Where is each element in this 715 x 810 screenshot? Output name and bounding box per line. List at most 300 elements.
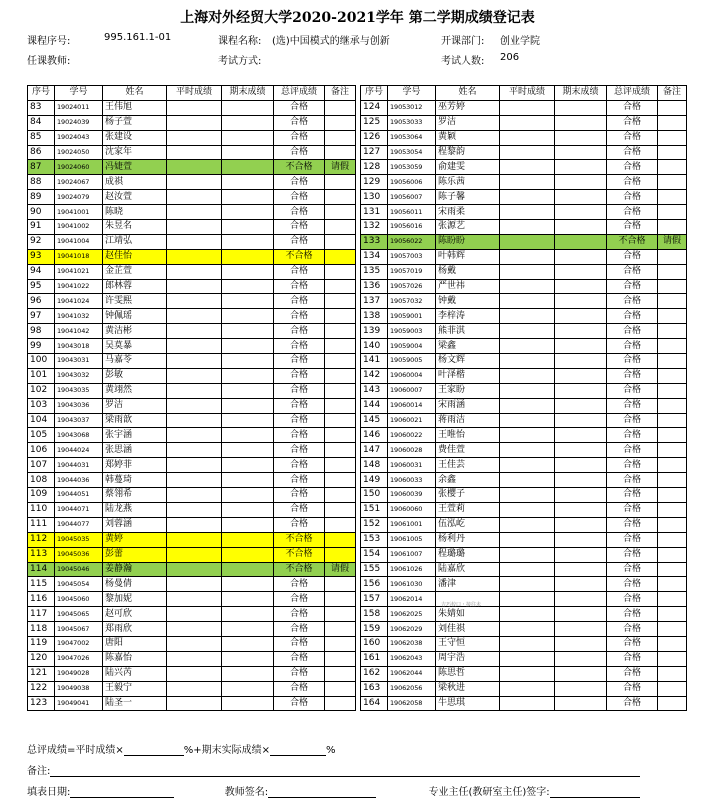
table-row [361, 413, 687, 428]
remark-cell [325, 130, 356, 145]
table-row [361, 622, 687, 637]
total-result-cell: 不合格 [274, 249, 325, 264]
seq-cell: 160 [361, 636, 388, 651]
student-id-cell: 19044051 [55, 488, 103, 503]
total-result-cell: 合格 [274, 696, 325, 711]
student-name-cell: 张源艺 [436, 220, 500, 235]
total-result-cell: 合格 [607, 502, 658, 517]
student-name-cell: 王伟旭 [103, 100, 167, 115]
usual-score-cell [500, 190, 555, 205]
total-result-cell: 合格 [274, 502, 325, 517]
seq-cell: 108 [28, 473, 55, 488]
final-score-cell [555, 681, 607, 696]
student-name-cell: 蒋雨洁 [436, 413, 500, 428]
seq-cell: 152 [361, 517, 388, 532]
usual-score-cell [167, 160, 222, 175]
seq-cell: 129 [361, 175, 388, 190]
formula-mid: %+期末实际成绩× [183, 745, 271, 756]
final-score-cell [222, 190, 274, 205]
course-name-label: 课程名称: [218, 36, 262, 47]
student-id-cell: 19062029 [388, 622, 436, 637]
final-score-cell [222, 205, 274, 220]
seq-cell: 88 [28, 175, 55, 190]
total-result-cell: 合格 [607, 562, 658, 577]
final-score-cell [555, 205, 607, 220]
column-header: 备注 [325, 86, 356, 101]
final-score-cell [555, 517, 607, 532]
seq-cell: 90 [28, 205, 55, 220]
student-name-cell: 陈嘉怡 [103, 651, 167, 666]
student-id-cell: 19062025 [388, 607, 436, 622]
student-id-cell: 19056022 [388, 234, 436, 249]
student-name-cell: 沈家年 [103, 145, 167, 160]
student-name-cell: 杨曼倩 [103, 577, 167, 592]
student-id-cell: 19062044 [388, 666, 436, 681]
table-row [361, 294, 687, 309]
final-score-cell [555, 175, 607, 190]
final-score-cell [555, 368, 607, 383]
usual-score-cell [167, 622, 222, 637]
seq-cell: 136 [361, 279, 388, 294]
total-result-cell: 合格 [274, 205, 325, 220]
final-score-cell [222, 443, 274, 458]
final-score-cell [222, 696, 274, 711]
remark-cell [658, 532, 687, 547]
remark-cell [325, 607, 356, 622]
remark-cell [658, 696, 687, 711]
seq-cell: 97 [28, 309, 55, 324]
remark-cell [658, 324, 687, 339]
usual-score-cell [500, 696, 555, 711]
seq-cell: 95 [28, 279, 55, 294]
student-id-cell: 19043068 [55, 428, 103, 443]
usual-score-cell [167, 383, 222, 398]
student-id-cell: 19056011 [388, 205, 436, 220]
student-name-cell: 韩蔓琦 [103, 473, 167, 488]
total-result-cell: 合格 [274, 145, 325, 160]
final-score-cell [222, 264, 274, 279]
remark-cell [658, 294, 687, 309]
remark-cell [658, 383, 687, 398]
final-score-cell [555, 666, 607, 681]
final-score-cell [555, 339, 607, 354]
student-name-cell: 金芷萱 [103, 264, 167, 279]
total-result-cell: 合格 [274, 294, 325, 309]
student-name-cell: 赵佳怡 [103, 249, 167, 264]
usual-score-cell [167, 324, 222, 339]
student-id-cell: 19024060 [55, 160, 103, 175]
seq-cell: 89 [28, 190, 55, 205]
student-name-cell: 熊菲淇 [436, 324, 500, 339]
seq-cell: 137 [361, 294, 388, 309]
usual-score-cell [167, 458, 222, 473]
usual-score-cell [500, 249, 555, 264]
final-score-cell [555, 413, 607, 428]
column-header: 期末成绩 [555, 86, 607, 101]
usual-score-cell [167, 577, 222, 592]
remark-cell [658, 577, 687, 592]
total-result-cell: 合格 [607, 517, 658, 532]
final-score-cell [555, 428, 607, 443]
remark-cell [658, 115, 687, 130]
usual-score-cell [500, 368, 555, 383]
seq-cell: 148 [361, 458, 388, 473]
student-id-cell: 19053059 [388, 160, 436, 175]
seq-cell: 86 [28, 145, 55, 160]
seq-cell: 159 [361, 622, 388, 637]
remark-cell [658, 279, 687, 294]
student-name-cell: 刘蓉涵 [103, 517, 167, 532]
total-result-cell: 合格 [274, 622, 325, 637]
student-name-cell: 严世祎 [436, 279, 500, 294]
student-name-cell: 王家盼 [436, 383, 500, 398]
total-result-cell: 合格 [274, 309, 325, 324]
student-name-cell: 宋雨涵 [436, 398, 500, 413]
usual-score-cell [500, 547, 555, 562]
final-score-cell [555, 190, 607, 205]
table-row [28, 339, 356, 354]
student-name-cell: 黎加妮 [103, 592, 167, 607]
final-score-cell [222, 458, 274, 473]
total-result-cell: 合格 [607, 458, 658, 473]
student-id-cell: 19043036 [55, 398, 103, 413]
total-result-cell: 合格 [607, 413, 658, 428]
final-score-cell [555, 309, 607, 324]
seq-cell: 105 [28, 428, 55, 443]
final-score-cell [555, 115, 607, 130]
usual-score-cell [500, 488, 555, 503]
usual-score-cell [167, 264, 222, 279]
table-row [361, 592, 687, 607]
student-name-cell: 张建设 [103, 130, 167, 145]
table-row [361, 681, 687, 696]
final-score-cell [555, 651, 607, 666]
student-name-cell: 马嘉苓 [103, 354, 167, 369]
student-id-cell: 19062056 [388, 681, 436, 696]
table-row [28, 413, 356, 428]
table-row [28, 324, 356, 339]
student-id-cell: 19059004 [388, 339, 436, 354]
final-score-cell [555, 607, 607, 622]
table-row [361, 309, 687, 324]
usual-score-cell [500, 100, 555, 115]
usual-score-cell [500, 592, 555, 607]
final-score-cell [555, 220, 607, 235]
student-name-cell: 巫芳婷 [436, 100, 500, 115]
dept-value: 创业学院 [500, 36, 540, 47]
remark-cell [325, 502, 356, 517]
seq-cell: 149 [361, 473, 388, 488]
student-id-cell: 19047002 [55, 636, 103, 651]
table-row [361, 100, 687, 115]
remark-cell [658, 443, 687, 458]
signature-line [27, 783, 640, 798]
student-id-cell: 19041032 [55, 309, 103, 324]
student-id-cell: 19057019 [388, 264, 436, 279]
student-id-cell: 19045036 [55, 547, 103, 562]
seq-cell: 120 [28, 651, 55, 666]
column-header: 序号 [361, 86, 388, 101]
fill-date-blank[interactable] [70, 788, 174, 798]
table-row [28, 666, 356, 681]
seq-cell: 145 [361, 413, 388, 428]
student-name-cell: 宋雨柔 [436, 205, 500, 220]
usual-score-cell [167, 547, 222, 562]
usual-score-cell [167, 175, 222, 190]
table-row [28, 428, 356, 443]
total-result-cell: 合格 [607, 324, 658, 339]
teacher-sign-blank[interactable] [268, 788, 376, 798]
seq-cell: 128 [361, 160, 388, 175]
table-row [361, 115, 687, 130]
student-name-cell: 王萱莉 [436, 502, 500, 517]
total-result-cell: 合格 [274, 324, 325, 339]
usual-score-cell [500, 651, 555, 666]
total-result-cell: 合格 [274, 577, 325, 592]
student-id-cell: 19045065 [55, 607, 103, 622]
usual-score-cell [167, 115, 222, 130]
final-score-cell [222, 368, 274, 383]
final-score-cell [222, 309, 274, 324]
student-id-cell: 19043031 [55, 354, 103, 369]
final-score-cell [555, 636, 607, 651]
student-id-cell: 19062058 [388, 696, 436, 711]
table-row [28, 502, 356, 517]
student-name-cell: 叶泽楷 [436, 368, 500, 383]
student-name-cell: 叶韩辉 [436, 249, 500, 264]
final-score-cell [222, 175, 274, 190]
remark-cell [658, 220, 687, 235]
seq-cell: 94 [28, 264, 55, 279]
final-score-cell [222, 577, 274, 592]
student-id-cell: 19062043 [388, 651, 436, 666]
stray-note: 吉巧校口・接往未 [441, 602, 482, 608]
student-id-cell: 19043037 [55, 413, 103, 428]
table-row [28, 488, 356, 503]
student-id-cell: 19053012 [388, 100, 436, 115]
usual-score-cell [500, 607, 555, 622]
table-row [28, 636, 356, 651]
student-id-cell: 19060022 [388, 428, 436, 443]
total-result-cell: 不合格 [274, 562, 325, 577]
usual-score-cell [500, 234, 555, 249]
final-score-cell [555, 443, 607, 458]
student-name-cell: 陈盼盼 [436, 234, 500, 249]
remark-cell [325, 636, 356, 651]
student-id-cell: 19049041 [55, 696, 103, 711]
student-id-cell: 19049038 [55, 681, 103, 696]
student-id-cell: 19060014 [388, 398, 436, 413]
final-score-cell [555, 488, 607, 503]
remark-cell [658, 145, 687, 160]
remark-cell [325, 383, 356, 398]
final-score-cell [555, 100, 607, 115]
usual-score-cell [167, 145, 222, 160]
student-id-cell: 19059005 [388, 354, 436, 369]
column-header: 平时成绩 [500, 86, 555, 101]
seq-cell: 154 [361, 547, 388, 562]
usual-score-cell [167, 562, 222, 577]
remark-cell [658, 413, 687, 428]
total-result-cell: 合格 [607, 428, 658, 443]
remark-cell [658, 488, 687, 503]
student-id-cell: 19059003 [388, 324, 436, 339]
student-name-cell: 许雯熙 [103, 294, 167, 309]
remark-cell [658, 398, 687, 413]
remark-cell [325, 428, 356, 443]
seq-cell: 96 [28, 294, 55, 309]
remark-cell [325, 234, 356, 249]
remark-cell [658, 339, 687, 354]
student-name-cell: 刘佳祺 [436, 622, 500, 637]
table-row [361, 502, 687, 517]
exam-method-label: 考试方式: [218, 56, 262, 67]
remark-cell [658, 428, 687, 443]
student-name-cell: 成祺 [103, 175, 167, 190]
total-result-cell: 合格 [607, 681, 658, 696]
remark-cell: 请假 [325, 562, 356, 577]
table-row [28, 190, 356, 205]
final-score-cell [555, 577, 607, 592]
remark-cell [658, 547, 687, 562]
final-score-cell [222, 562, 274, 577]
remark-cell [325, 368, 356, 383]
remark-cell [325, 681, 356, 696]
table-row [361, 443, 687, 458]
usual-weight-blank[interactable] [124, 746, 184, 756]
student-id-cell: 19060039 [388, 488, 436, 503]
student-id-cell: 19049028 [55, 666, 103, 681]
seq-cell: 104 [28, 413, 55, 428]
student-name-cell: 唐阳 [103, 636, 167, 651]
final-score-cell [222, 130, 274, 145]
seq-cell: 99 [28, 339, 55, 354]
usual-score-cell [167, 532, 222, 547]
table-row [28, 681, 356, 696]
remark-cell [325, 651, 356, 666]
teacher-label: 任课教师: [27, 56, 71, 67]
director-sign-blank[interactable] [550, 788, 640, 798]
total-result-cell: 合格 [607, 398, 658, 413]
remark-cell [325, 115, 356, 130]
student-id-cell: 19041024 [55, 294, 103, 309]
student-id-cell: 19041004 [55, 234, 103, 249]
total-result-cell: 合格 [607, 622, 658, 637]
student-name-cell: 张樱子 [436, 488, 500, 503]
final-score-cell [222, 115, 274, 130]
student-id-cell: 19043018 [55, 339, 103, 354]
student-name-cell: 张宇涵 [103, 428, 167, 443]
formula-suffix: % [326, 745, 336, 756]
total-result-cell: 合格 [607, 354, 658, 369]
seq-cell: 93 [28, 249, 55, 264]
remark-cell [658, 651, 687, 666]
exam-count-label: 考试人数: [441, 56, 485, 67]
usual-score-cell [500, 309, 555, 324]
final-score-cell [222, 413, 274, 428]
total-result-cell: 合格 [274, 458, 325, 473]
student-id-cell: 19045054 [55, 577, 103, 592]
remark-cell [325, 339, 356, 354]
table-row [361, 368, 687, 383]
student-name-cell: 彭敏 [103, 368, 167, 383]
student-name-cell: 程黎韵 [436, 145, 500, 160]
remark-cell [325, 294, 356, 309]
final-score-cell [222, 592, 274, 607]
remark-cell [325, 324, 356, 339]
total-result-cell: 不合格 [274, 532, 325, 547]
remark-cell: 请假 [658, 234, 687, 249]
table-row [361, 175, 687, 190]
usual-score-cell [500, 562, 555, 577]
table-row [28, 443, 356, 458]
total-result-cell: 合格 [274, 681, 325, 696]
student-name-cell: 陈乐茜 [436, 175, 500, 190]
usual-score-cell [167, 607, 222, 622]
table-row [28, 577, 356, 592]
table-header [361, 86, 687, 101]
total-result-cell: 合格 [274, 130, 325, 145]
table-row [361, 324, 687, 339]
table-row [361, 458, 687, 473]
remark-line [27, 762, 640, 777]
total-result-cell: 合格 [274, 220, 325, 235]
final-score-cell [555, 279, 607, 294]
student-name-cell: 梁秋进 [436, 681, 500, 696]
seq-cell: 130 [361, 190, 388, 205]
final-score-cell [222, 666, 274, 681]
student-id-cell: 19041001 [55, 205, 103, 220]
student-name-cell: 黄洁彬 [103, 324, 167, 339]
table-row [28, 696, 356, 711]
column-header: 平时成绩 [167, 86, 222, 101]
table-row [361, 264, 687, 279]
table-row [361, 279, 687, 294]
total-result-cell: 合格 [607, 145, 658, 160]
student-id-cell: 19024079 [55, 190, 103, 205]
final-weight-blank[interactable] [270, 746, 326, 756]
student-id-cell: 19024039 [55, 115, 103, 130]
student-id-cell: 19044077 [55, 517, 103, 532]
remark-cell [658, 175, 687, 190]
usual-score-cell [500, 145, 555, 160]
final-score-cell [555, 398, 607, 413]
student-id-cell: 19044024 [55, 443, 103, 458]
student-name-cell: 王守恒 [436, 636, 500, 651]
student-name-cell: 郑婷菲 [103, 458, 167, 473]
remark-cell [658, 666, 687, 681]
seq-cell: 83 [28, 100, 55, 115]
table-row [28, 651, 356, 666]
total-result-cell: 合格 [607, 547, 658, 562]
student-name-cell: 余鑫 [436, 473, 500, 488]
remark-blank[interactable] [50, 767, 640, 777]
seq-cell: 124 [361, 100, 388, 115]
remark-cell [658, 622, 687, 637]
total-result-cell: 合格 [607, 190, 658, 205]
usual-score-cell [167, 100, 222, 115]
final-score-cell [555, 264, 607, 279]
usual-score-cell [167, 234, 222, 249]
student-name-cell: 陆嘉欣 [436, 562, 500, 577]
usual-score-cell [167, 294, 222, 309]
seq-cell: 115 [28, 577, 55, 592]
usual-score-cell [167, 502, 222, 517]
formula-line [27, 741, 336, 756]
student-name-cell: 赵汝萱 [103, 190, 167, 205]
usual-score-cell [500, 130, 555, 145]
usual-score-cell [167, 592, 222, 607]
